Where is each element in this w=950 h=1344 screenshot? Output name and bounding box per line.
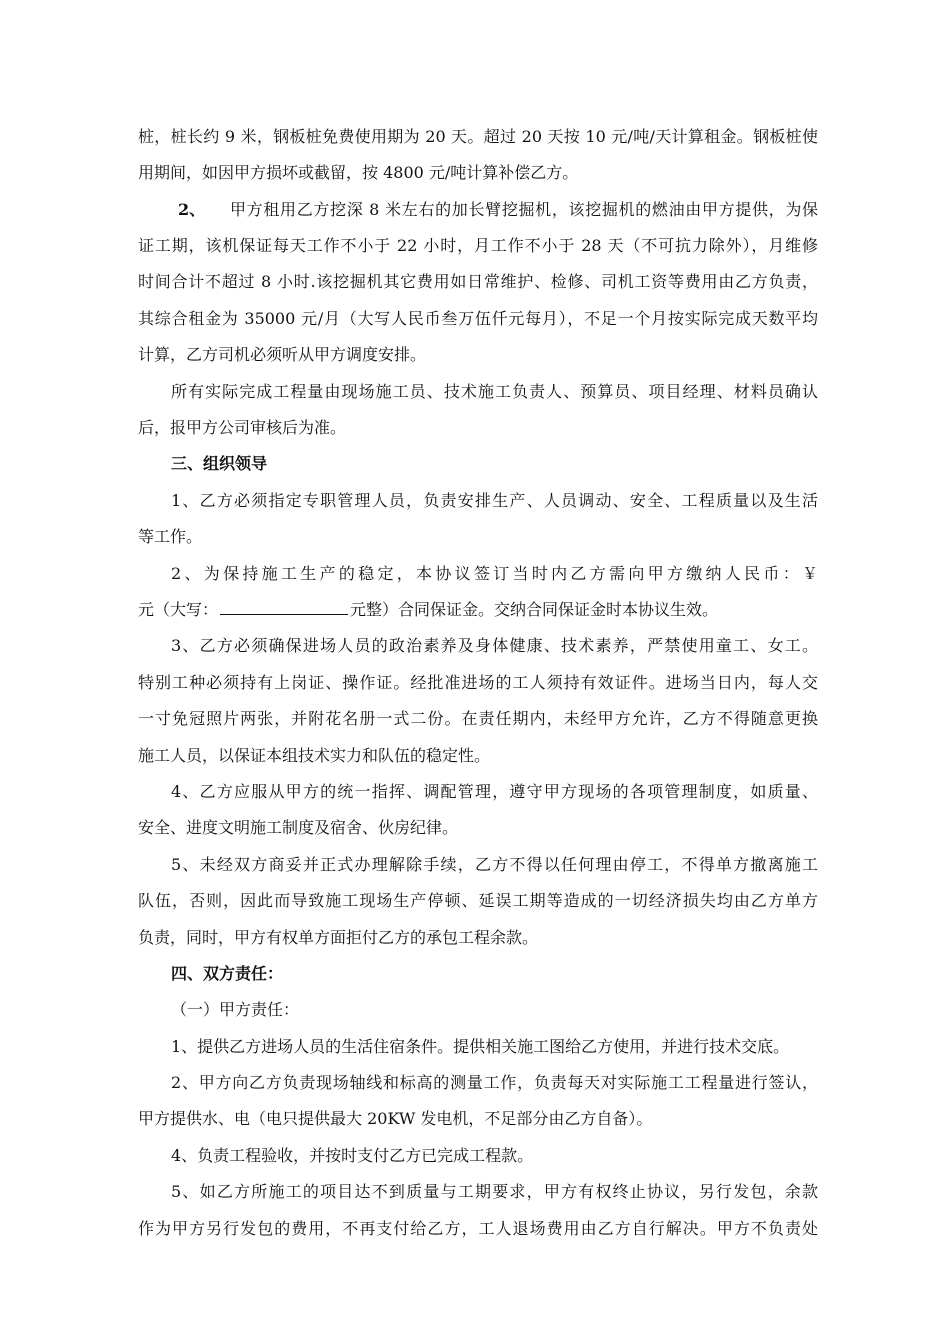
paragraph-line: 后，报甲方公司审核后为准。 xyxy=(138,418,347,437)
paragraph-line: 4、乙方应服从甲方的统一指挥、调配管理，遵守甲方现场的各项管理制度，如质量、 xyxy=(171,782,818,801)
paragraph-line: 等工作。 xyxy=(138,527,203,546)
paragraph-line: 作为甲方另行发包的费用，不再支付给乙方，工人退场费用由乙方自行解决。甲方不负责处 xyxy=(138,1219,818,1238)
item-number: 2、 xyxy=(178,200,206,219)
paragraph-line: 甲方租用乙方挖深 8 米左右的加长臂挖掘机，该挖掘机的燃油由甲方提供，为保 xyxy=(230,200,818,219)
paragraph-line: 施工人员，以保证本组技术实力和队伍的稳定性。 xyxy=(138,746,491,765)
section-heading: 三、组织领导 xyxy=(171,454,268,473)
paragraph-line: 负责，同时，甲方有权单方面拒付乙方的承包工程余款。 xyxy=(138,928,539,947)
paragraph-line: 2、甲方向乙方负责现场轴线和标高的测量工作，负责每天对实际施工工程量进行签认， xyxy=(171,1073,818,1092)
amount-blank-field xyxy=(220,599,348,615)
paragraph-line: 5、未经双方商妥并正式办理解除手续，乙方不得以任何理由停工，不得单方撤离施工 xyxy=(171,855,818,874)
paragraph-line: 3、乙方必须确保进场人员的政治素养及身体健康、技术素养，严禁使用童工、女工。 xyxy=(171,636,818,655)
paragraph-line: 用期间，如因甲方损坏或截留，按 4800 元/吨计算补偿乙方。 xyxy=(138,163,579,182)
paragraph-line: 所有实际完成工程量由现场施工员、技术施工负责人、预算员、项目经理、材料员确认 xyxy=(171,382,818,401)
paragraph-line: 其综合租金为 35000 元/月（大写人民币叁万伍仟元每月），不足一个月按实际完成天数平均 xyxy=(138,309,818,328)
paragraph-line xyxy=(138,599,818,621)
paragraph-line: 4、负责工程验收，并按时支付乙方已完成工程款。 xyxy=(171,1146,534,1165)
paragraph-line: 计算，乙方司机必须听从甲方调度安排。 xyxy=(138,345,427,364)
paragraph-line: 1、乙方必须指定专职管理人员，负责安排生产、人员调动、安全、工程质量以及生活 xyxy=(171,491,818,510)
paragraph-line: 证工期，该机保证每天工作不小于 22 小时，月工作不小于 28 天（不可抗力除外），月维修 xyxy=(138,236,818,255)
paragraph-line: 甲方提供水、电（电只提供最大 20KW 发电机，不足部分由乙方自备）。 xyxy=(138,1109,653,1128)
paragraph-line: 5、如乙方所施工的项目达不到质量与工期要求，甲方有权终止协议，另行发包，余款 xyxy=(171,1182,818,1201)
paragraph-line: 安全、进度文明施工制度及宿舍、伙房纪律。 xyxy=(138,818,459,837)
paragraph-line: 1、提供乙方进场人员的生活住宿条件。提供相关施工图给乙方使用，并进行技术交底。 xyxy=(171,1037,790,1056)
paragraph-line: 2、为保持施工生产的稳定，本协议签订当时内乙方需向甲方缴纳人民币：￥ xyxy=(171,564,818,583)
paragraph-line: 特别工种必须持有上岗证、操作证。经批准进场的工人须持有效证件。进场当日内，每人交 xyxy=(138,673,818,692)
paragraph-line: 一寸免冠照片两张，并附花名册一式二份。在责任期内，未经甲方允许，乙方不得随意更换 xyxy=(138,709,818,728)
section-heading: 四、双方责任： xyxy=(171,964,284,983)
paragraph-fragment: 元整）合同保证金。交纳合同保证金时本协议生效。 xyxy=(350,600,719,619)
subsection-heading: （一）甲方责任： xyxy=(171,1000,300,1019)
paragraph-line: 桩，桩长约 9 米，钢板桩免费使用期为 20 天。超过 20 天按 10 元/吨/天计算租金。钢板桩使 xyxy=(138,127,818,146)
paragraph-line: 时间合计不超过 8 小时.该挖掘机其它费用如日常维护、检修、司机工资等费用由乙方负责， xyxy=(138,272,818,291)
paragraph-fragment: 元（大写： xyxy=(138,600,219,619)
paragraph-line: 队伍，否则，因此而导致施工现场生产停顿、延误工期等造成的一切经济损失均由乙方单方 xyxy=(138,891,818,910)
